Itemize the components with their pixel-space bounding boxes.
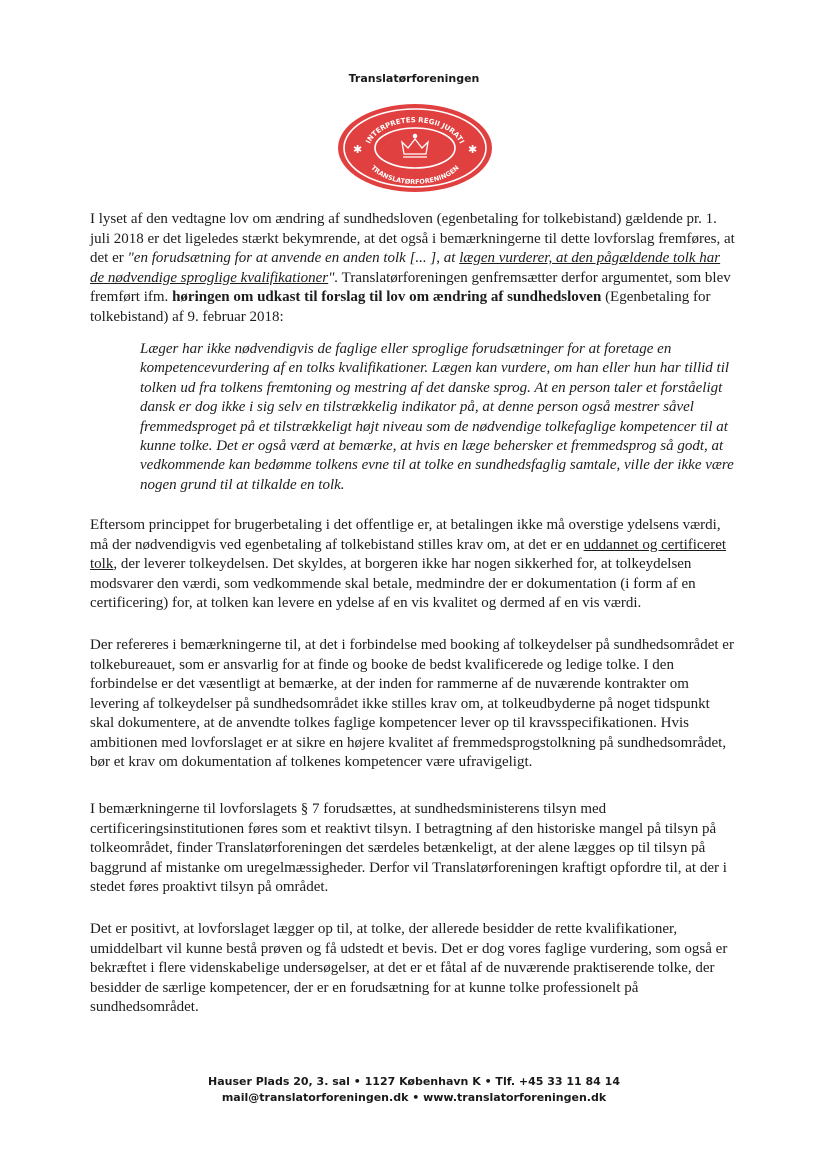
bold-reference: høringen om udkast til forslag til lov om ændring af sundhedsloven [172, 289, 602, 305]
footer-contact: mail@translatorforeningen.dk • www.translatorforeningen.dk [221, 1091, 607, 1104]
paragraph-booking: Der refereres i bemærkningerne til, at det i forbindelse med booking af tolkeydelser på sundhedsområdet er tolkebureauet, som er ansvarlig for at finde og booke de bedst kvalificerede og ledige tolke. I den forbindelse er det væsentligt at bemærke, at der inden for rammerne af de nuværende kontrakter om levering af tolkeydelser på sundhedsområdet ikke stilles krav om, at tolkeudbyderne på noget tidspunkt skal dokumentere, at de anvendte tolkes faglige kompetencer lever op til kravsspecifikationen. Hvis ambitionen med lovforslaget er at sikre en højere kvalitet af fremmedsprogstolkning på sundhedsområdet, bør et krav om dokumentation af tolkenes kompetencer være ufravigeligt. [90, 637, 734, 770]
paragraph-user-payment: Eftersom princippet for brugerbetaling i det offentlige er, at betalingen ikke må overstige ydelsens værdi, må der nødvendigvis ved egenbetaling af tolkebistand stilles krav om, at det er en uddannet og certificeret tolk, der leverer tolkeydelsen. Det skyldes, at borgeren ikke har nogen sikkerhed for, at tolkeydelsen modsvarer den værdi, som vedkommende skal betale, medmindre der er dokumentation (i form af en certificering) for, at tolken kan levere en ydelse af en vis kvalitet og dermed af en vis værdi. [90, 517, 727, 611]
paragraph-qualifications: Det er positivt, at lovforslaget lægger op til, at tolke, der allerede besidder de rette kvalifikationer, umiddelbart vil kunne bestå prøven og få udstedt et bevis. Det er dog vores faglige vurdering, som også er bekræftet i flere videnskabelige undersøgelser, at det er et fåtal af de nuværende praktiserende tolke, der besidder de særlige kompetencer, der er en forudsætning for at kunne tolke professionelt på sundhedsområdet. [90, 921, 728, 1015]
footer [0, 1074, 828, 1106]
underlined-phrase: uddannet og certificeret tolk [90, 536, 727, 572]
paragraph-intro: I lyset af den vedtagne lov om ændring af sundhedsloven (egenbetaling for tolkebistand) gældende pr. 1. juli 2018 er det ligeledes stærkt bekymrende, at det også i bemærkningerne til dette lovforslag fremføres, at det er "en forudsætning for at anvende en anden tolk [... ], at lægen vurderer, at den pågældende tolk har de nødvendige sproglige kvalifikationer". Translatørforeningen genfremsætter derfor argumentet, som blev fremført ifm. høringen om udkast til forslag til lov om ændring af sundhedsloven (Egenbetaling for tolkebistand) af 9. februar 2018: [90, 211, 735, 325]
seal-bottom-text: TRANSLATØRFORENINGEN [369, 163, 461, 187]
seal-stamp-icon [336, 102, 494, 194]
seal-star-right: ✱ [468, 143, 478, 156]
seal-top-text: INTERPRETES REGII JURATI [364, 116, 466, 145]
underlined-quote: lægen vurderer, at den pågældende tolk har de nødvendige sproglige kvalifikationer [90, 250, 721, 286]
organization-name: Translatørforeningen [348, 72, 480, 85]
paragraph-supervision: I bemærkningerne til lovforslagets § 7 forudsættes, at sundhedsministerens tilsyn med certificeringsinstitutionen føres som et reaktivt tilsyn. I betragtning af den historiske mangel på tilsyn på tolkeområdet, finder Translatørforeningen det særdeles betænkeligt, at der alene lægges op til tilsyn på baggrund af mistanke om uregelmæssigheder. Derfor vil Translatørforeningen kraftigt opfordre til, at der i stedet føres proaktivt tilsyn på området. [90, 801, 727, 895]
footer-address: Hauser Plads 20, 3. sal • 1127 København K • Tlf. +45 33 11 84 14 [208, 1075, 620, 1088]
seal-star-left: ✱ [353, 143, 363, 156]
block-quote: Læger har ikke nødvendigvis de faglige eller sproglige forudsætninger for at foretage en kompetencevurdering af en tolks kvalifikationer. Lægen kan vurdere, om han eller hun har tillid til tolken ud fra tolkens fremtoning og mestring af det danske sprog. At en person taler et forståeligt dansk er dog ikke i sig selv en tilstrækkelig indikator på, at denne person også mestrer såvel fremmedsproget på et tilstrækkeligt højt niveau som de nødvendige tolkefaglige kompetencer til at kunne tolke. Det er også værd at bemærke, at hvis en læge behersker et fremmedsprog så godt, at vedkommende kan bedømme tolkens evne til at tolke en sundhedsfaglig samtale, ville der ikke være nogen grund til at tilkalde en tolk. [140, 341, 734, 493]
